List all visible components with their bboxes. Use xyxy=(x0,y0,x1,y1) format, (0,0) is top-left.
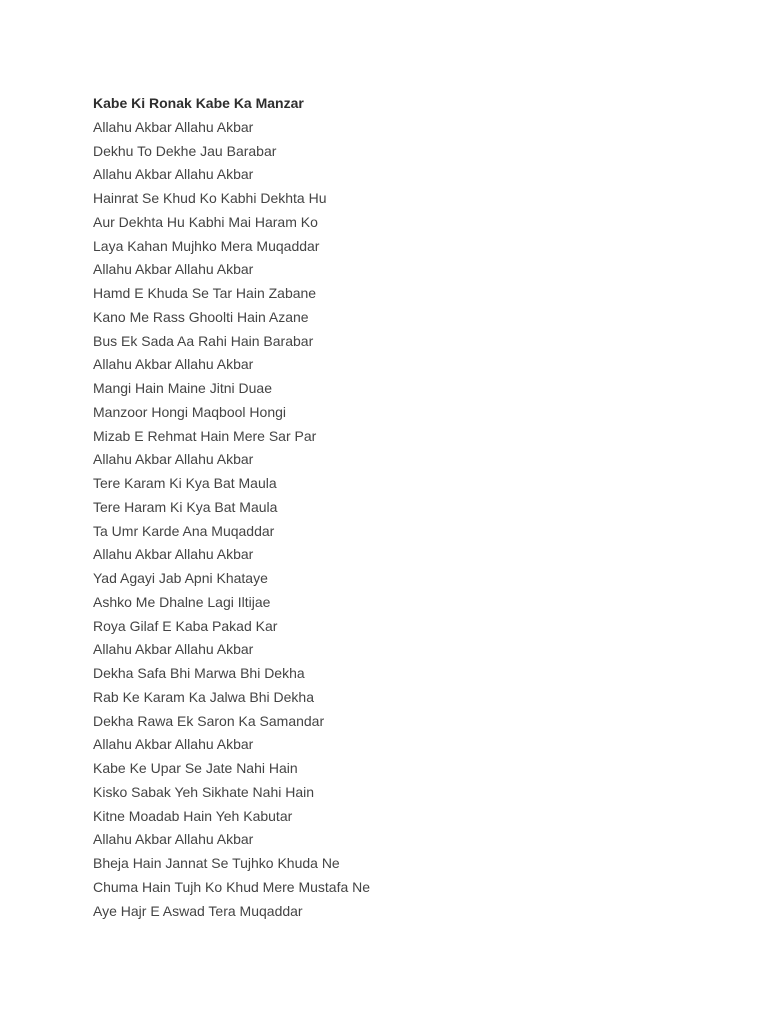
lyric-line: Allahu Akbar Allahu Akbar xyxy=(93,831,254,848)
lyric-line: Allahu Akbar Allahu Akbar xyxy=(93,451,254,468)
lyric-line: Kabe Ke Upar Se Jate Nahi Hain xyxy=(93,760,298,776)
lyric-line: Allahu Akbar Allahu Akbar xyxy=(93,546,254,563)
document-title: Kabe Ki Ronak Kabe Ka Manzar xyxy=(93,95,304,111)
lyric-line: Kitne Moadab Hain Yeh Kabutar xyxy=(93,807,293,824)
lyric-line: Allahu Akbar Allahu Akbar xyxy=(93,641,254,658)
lyric-line: Tere Haram Ki Kya Bat Maula xyxy=(93,498,278,515)
lyric-line: Dekhu To Dekhe Jau Barabar xyxy=(93,142,277,159)
lyrics-lines xyxy=(93,116,733,924)
lyric-line: Rab Ke Karam Ka Jalwa Bhi Dekha xyxy=(93,688,314,705)
lyric-line: Roya Gilaf E Kaba Pakad Kar xyxy=(93,617,278,634)
lyric-line: Dekha Rawa Ek Saron Ka Samandar xyxy=(93,712,325,729)
lyric-line: Hainrat Se Khud Ko Kabhi Dekhta Hu xyxy=(93,190,327,206)
lyric-line: Allahu Akbar Allahu Akbar xyxy=(93,166,254,183)
lyric-line: Manzoor Hongi Maqbool Hongi xyxy=(93,403,286,420)
lyric-line: Aur Dekhta Hu Kabhi Mai Haram Ko xyxy=(93,213,318,230)
lyric-line: Mangi Hain Maine Jitni Duae xyxy=(93,380,272,396)
lyric-line: Yad Agayi Jab Apni Khataye xyxy=(93,570,268,586)
lyric-line: Allahu Akbar Allahu Akbar xyxy=(93,356,254,373)
lyric-line: Chuma Hain Tujh Ko Khud Mere Mustafa Ne xyxy=(93,878,371,895)
lyric-line: Kano Me Rass Ghoolti Hain Azane xyxy=(93,308,309,325)
lyric-line: Allahu Akbar Allahu Akbar xyxy=(93,118,254,135)
lyric-line: Bheja Hain Jannat Se Tujhko Khuda Ne xyxy=(93,855,340,871)
lyric-line: Aye Hajr E Aswad Tera Muqaddar xyxy=(93,902,303,919)
lyric-line: Ta Umr Karde Ana Muqaddar xyxy=(93,522,275,539)
lyric-line: Hamd E Khuda Se Tar Hain Zabane xyxy=(93,285,317,301)
lyric-line: Bus Ek Sada Aa Rahi Hain Barabar xyxy=(93,332,314,349)
document-page xyxy=(93,92,733,923)
lyric-line: Mizab E Rehmat Hain Mere Sar Par xyxy=(93,427,317,444)
lyric-line: Allahu Akbar Allahu Akbar xyxy=(93,736,254,753)
lyric-line: Ashko Me Dhalne Lagi Iltijae xyxy=(93,593,271,610)
lyric-line: Kisko Sabak Yeh Sikhate Nahi Hain xyxy=(93,783,315,800)
lyric-line: Tere Karam Ki Kya Bat Maula xyxy=(93,475,277,491)
lyric-line: Allahu Akbar Allahu Akbar xyxy=(93,261,254,278)
lyric-line: Laya Kahan Mujhko Mera Muqaddar xyxy=(93,237,320,254)
lyric-line: Dekha Safa Bhi Marwa Bhi Dekha xyxy=(93,665,305,681)
